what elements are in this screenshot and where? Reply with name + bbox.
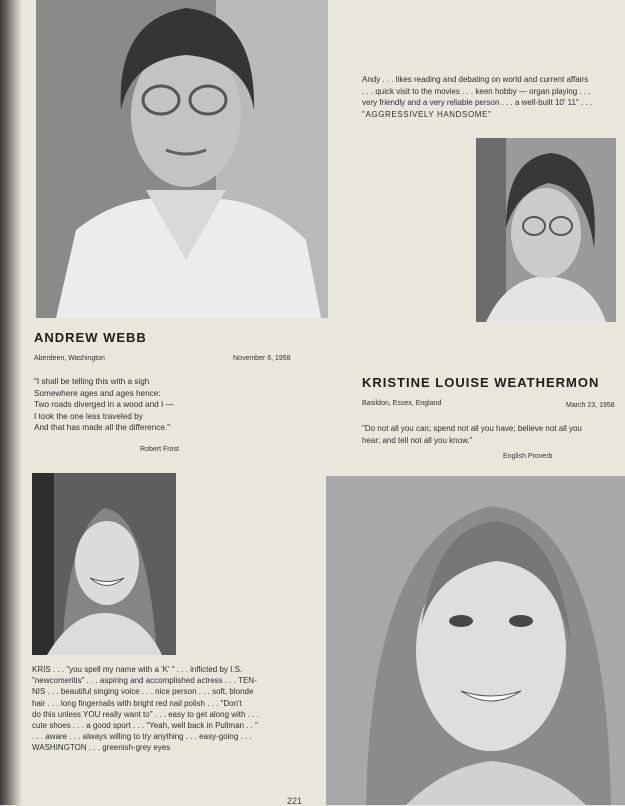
kristine-weathermon-name: KRISTINE LOUISE WEATHERMON	[362, 375, 600, 390]
bio-line: do this unless YOU really want to" . . . easy to get along with . . .	[32, 709, 259, 719]
kristine-weathermon-smiling-photo	[32, 473, 176, 655]
bio-line: very friendly and a very reliable person . . . a well-built 10' 11" . . .	[362, 98, 593, 107]
kristine-weathermon-birthdate: March 23, 1958	[566, 402, 615, 409]
andrew-webb-quote-author: Robert Frost	[140, 446, 179, 453]
book-binding-shadow	[0, 0, 22, 805]
quote-line: "Do not all you can; spend not all you have; believe not all you	[362, 424, 582, 433]
andrew-webb-bio	[362, 74, 592, 120]
andrew-webb-hometown: Aberdeen, Washington	[34, 355, 105, 362]
page-number: 221	[287, 796, 303, 806]
bio-line: . . . aware . . . always willing to try anything . . . easy-going . . .	[32, 732, 252, 742]
quote-line: Somewhere ages and ages hence:	[34, 388, 161, 398]
andrew-webb-portrait	[36, 0, 328, 318]
andrew-webb-name: ANDREW WEBB	[34, 330, 147, 345]
bio-line: KRIS . . . "you spell my name with a 'K' " . . . inflicted by I.S.	[32, 665, 243, 674]
andrew-webb-candid-photo	[476, 138, 616, 322]
quote-line: And that has made all the difference."	[34, 423, 171, 432]
quote-line: I took the one less traveled by	[34, 411, 143, 421]
andrew-webb-birthdate: November 6, 1958	[233, 355, 291, 362]
bio-line: cute shoes . . . a good sport . . . "Yeah, well back in Pullman . . "	[32, 721, 258, 731]
quote-line: Two roads diverged in a wood and I —	[34, 400, 174, 409]
kristine-weathermon-quote	[362, 423, 582, 446]
bio-line: hair . . . long fingernails with bright red nail polish . . . "Don't	[32, 698, 242, 708]
bio-line: "AGGRESSIVELY HANDSOME"	[362, 109, 492, 119]
bio-line: NIS . . . beautiful singing voice . . . nice person . . . soft, blonde	[32, 687, 254, 697]
bio-line: "newcomeritis" . . . aspiring and accomplished actress . . . TEN-	[32, 676, 257, 686]
kristine-weathermon-hometown: Basildon, Essex, England	[362, 400, 442, 407]
kristine-weathermon-portrait	[326, 476, 625, 805]
kristine-weathermon-quote-author: English Proverb	[503, 453, 553, 460]
quote-line: hear; and tell not all you know."	[362, 435, 473, 445]
kristine-weathermon-bio	[32, 664, 259, 754]
andrew-webb-quote	[34, 376, 174, 434]
bio-line: WASHINGTON . . . greenish-grey eyes	[32, 743, 171, 753]
quote-line: "I shall be telling this with a sigh	[34, 377, 150, 386]
bio-line: Andy . . . likes reading and debating on world and current affairs	[362, 75, 589, 84]
bio-line: . . . quick visit to the movies . . . keen hobby — organ playing . . .	[362, 86, 591, 96]
